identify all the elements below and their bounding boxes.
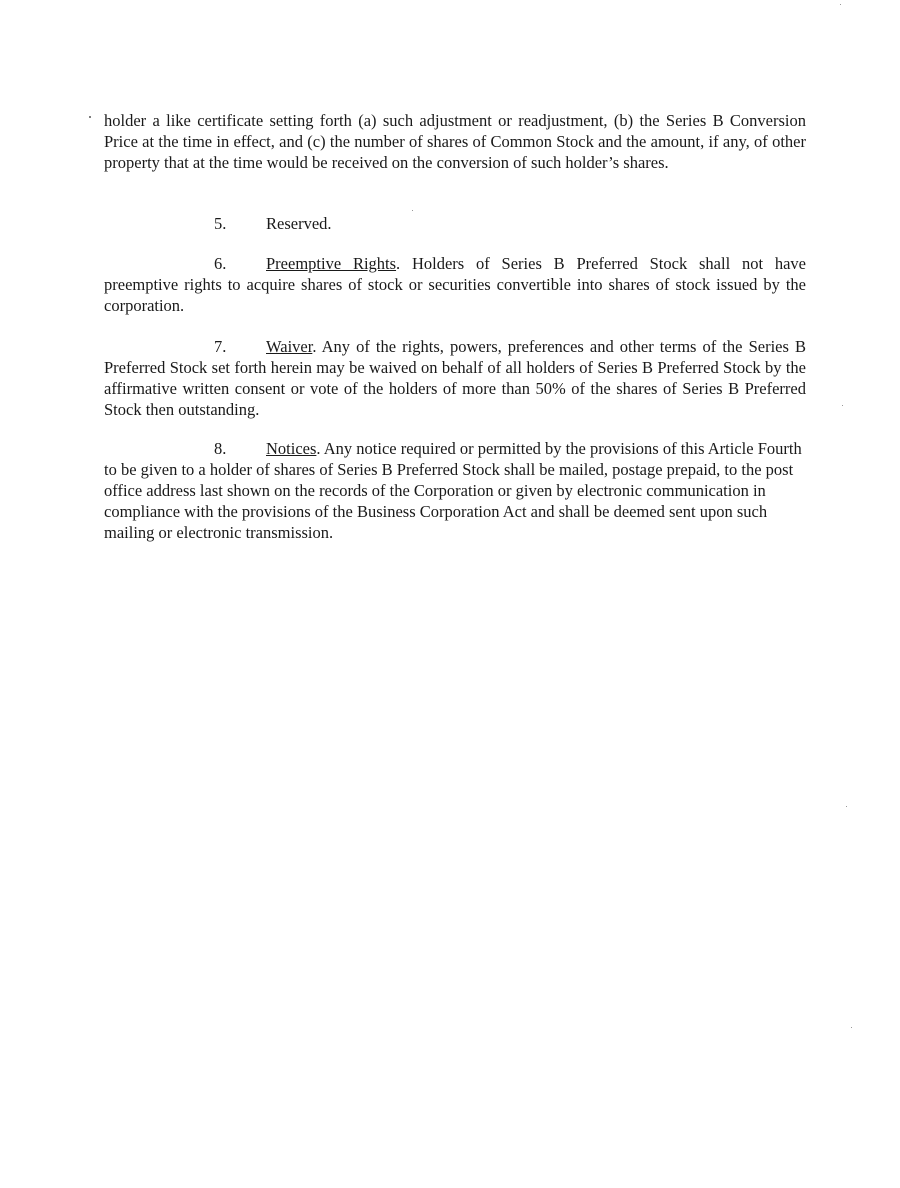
section-heading: Preemptive Rights (266, 254, 397, 273)
scan-speck (842, 405, 843, 406)
scan-speck (840, 4, 841, 5)
section-7 (104, 336, 806, 420)
scan-speck (89, 116, 91, 118)
section-8 (104, 438, 806, 543)
scan-speck (846, 806, 847, 807)
section-body: . Any of the rights, powers, preferences and other terms of the Series B Preferred Stock set forth herein may be waived on behalf of all holders of Series B Preferred Stock by the affirmative written consent or vote of the holders of more than 50% of the shares of Series B Preferred Stock then outstanding. (104, 337, 806, 419)
section-body: . Any notice required or permitted by the provisions of this Article Fourth to be given to a holder of shares of Series B Preferred Stock shall be mailed, postage prepaid, to the post office address last shown on the records of the Corporation or given by electronic communication in compliance with the provisions of the Business Corporation Act and shall be deemed sent upon such mailing or electronic transmission. (104, 439, 802, 542)
section-heading: Notices (266, 439, 317, 458)
section-number: 5. (214, 214, 227, 233)
section-number: 6. (214, 254, 227, 273)
section-5 (104, 213, 806, 234)
scan-speck (851, 1027, 852, 1028)
continuation-paragraph: holder a like certificate setting forth (a) such adjustment or readjustment, (b) the Series B Conversion Price at the time in effect, and (c) the number of shares of Common Stock and the amount, if any, of other property that at the time would be received on the conversion of such holder’s shares. (104, 111, 806, 172)
section-number: 7. (214, 337, 227, 356)
section-body: Reserved. (266, 214, 332, 233)
scan-speck (412, 210, 413, 211)
section-number: 8. (214, 439, 227, 458)
section-heading: Waiver (266, 337, 313, 356)
section-body: . Holders of Series B Preferred Stock shall not have preemptive rights to acquire shares of stock or securities convertible into shares of stock issued by the corporation. (104, 254, 806, 315)
section-6 (104, 253, 806, 316)
